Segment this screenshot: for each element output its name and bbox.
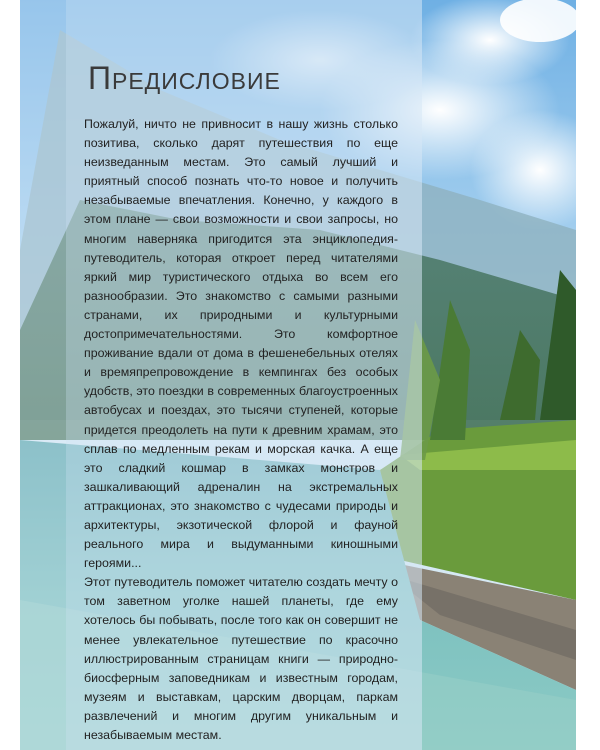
title-rest: РЕДИСЛОВИЕ: [112, 68, 281, 94]
paragraph-1: Пожалуй, ничто не привносит в нашу жизнь столько позитива, сколько дарят путешествия по еще неизведанным местам. Это самый лучший и приятный способ познать что-то новое и получить незабываемые впечатления. Конечно, у каждого в этом плане — свои возможности и свои запросы, но многим наверняка пригодится эта энциклопедия-путеводитель, которая откроет перед читателями яркий мир туристического отдыха во всем его разнообразии. Это знакомство с самыми разными странами, их природными и культурными достопримечательностями. Это комфортное проживание вдали от дома в фешенебельных отелях и времяпрепровождение в кемпингах без особых удобств, это поездки в современных благоустроенных автобусах и поездах, это тысячи ступеней, которые придется преодолеть на пути к древним храмам, это сплав по медленным рекам и морская качка. А еще это сладкий кошмар в замках монстров и зашкаливающий адреналин на экстремальных аттракционах, это знакомство с чудесами природы и архитектуры, экзотической флорой и фауной реального мира и выдуманными киношными героями...: [84, 117, 398, 571]
preface-text: [84, 115, 398, 745]
book-page: [20, 0, 576, 750]
title-first-letter: П: [88, 60, 112, 96]
page-title: [88, 60, 281, 97]
paragraph-2: Этот путеводитель поможет читателю создать мечту о том заветном уголке нашей планеты, где ему хотелось бы побывать, после того как он совершит не менее увлекательное путешествие по красочно иллюстрированным страницам книги — природно-биосферным заповедникам и известным городам, музеям и выставкам, царским дворцам, паркам развлечений и многим другим уникальным и незабываемым местам.: [84, 575, 398, 742]
left-translucent-strip: [20, 0, 66, 750]
